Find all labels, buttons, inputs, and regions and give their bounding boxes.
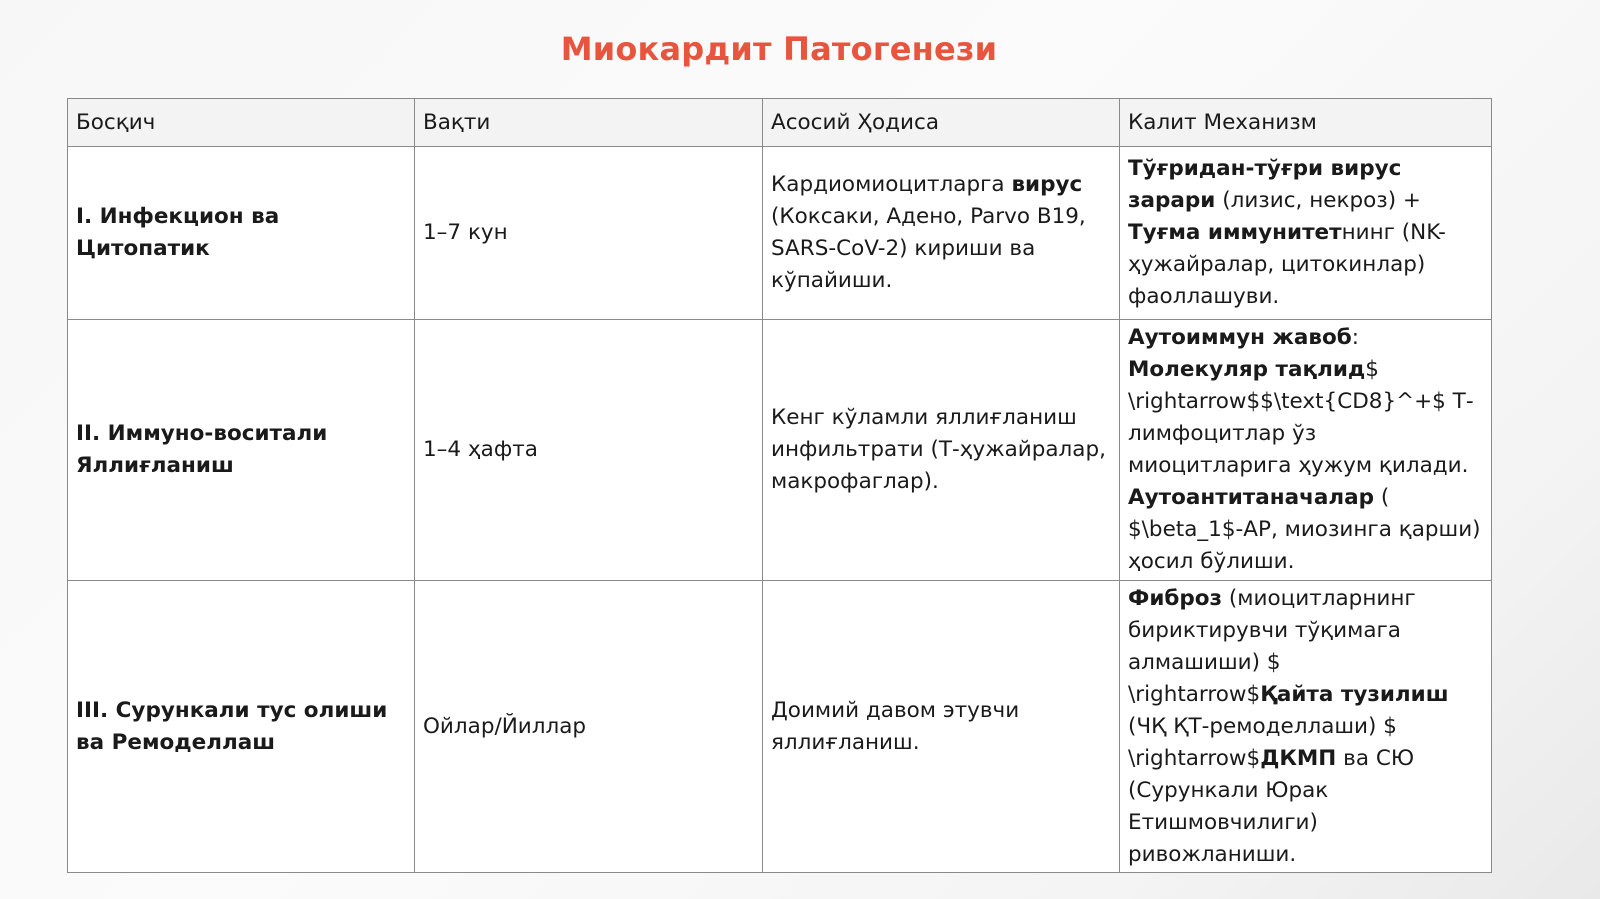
mechanism-cell	[1120, 320, 1492, 581]
bold-text-run: Қайта тузилиш	[1260, 681, 1449, 707]
table-header-row	[68, 99, 1492, 147]
table-row	[68, 581, 1492, 873]
time-cell: 1–7 кун	[415, 147, 763, 320]
header-stage: Босқич	[68, 99, 415, 147]
time-cell: 1–4 ҳафта	[415, 320, 763, 581]
event-cell	[763, 581, 1120, 873]
text-run: (лизис, некроз) +	[1215, 188, 1421, 213]
text-run: $ \rightarrow$$\text{CD8}^+$ Т-лимфоцитлар ўз миоцитларига ҳужум қилади.	[1128, 357, 1474, 478]
text-run: (ЧҚ ҚТ-ремоделлаши) $ \rightarrow$	[1128, 713, 1397, 771]
table-row	[68, 320, 1492, 581]
bold-text-run: Аутоантитаначалар	[1128, 485, 1375, 510]
stage-cell: III. Сурункали тус олиши ва Ремоделлаш	[68, 581, 415, 873]
table-row	[68, 147, 1492, 320]
text-run: нинг (NK-ҳужайралар, цитокинлар) фаоллашуви.	[1128, 220, 1446, 309]
mechanism-cell	[1120, 147, 1492, 320]
time-cell: Ойлар/Йиллар	[415, 581, 763, 873]
text-run: (миоцитларнинг бириктирувчи тўқимага алмашиши) $ \rightarrow$	[1128, 585, 1416, 707]
bold-text-run: Тўғридан-тўғри вирус зарари	[1128, 156, 1402, 213]
mechanism-cell	[1120, 581, 1492, 873]
header-time: Вақти	[415, 99, 763, 147]
bold-text-run: ДКМП	[1260, 745, 1337, 771]
text-run: ( $\beta_1$-АР, миозинга қарши) ҳосил бўлиши.	[1128, 485, 1481, 574]
text-run: :	[1351, 325, 1359, 350]
header-mechanism: Калит Механизм	[1120, 99, 1492, 147]
stage-cell: I. Инфекцион ва Цитопатик	[68, 147, 415, 320]
pathogenesis-table	[67, 98, 1492, 873]
text-run: ва СЮ (Сурункали Юрак Етишмовчилиги) ривожланиши.	[1128, 745, 1415, 867]
bold-text-run: Молекуляр тақлид	[1128, 357, 1366, 382]
text-run: Доимий давом этувчи яллиғланиш.	[771, 697, 1020, 755]
event-cell	[763, 320, 1120, 581]
event-cell	[763, 147, 1120, 320]
bold-text-run: вирус	[1011, 172, 1083, 197]
header-event: Асосий Ҳодиса	[763, 99, 1120, 147]
bold-text-run: Фиброз	[1128, 585, 1223, 611]
text-run: Кардиомиоцитларга	[771, 172, 1012, 197]
bold-text-run: Аутоиммун жавоб	[1128, 325, 1352, 350]
text-run: Кенг кўламли яллиғланиш инфильтрати (Т-ҳужайралар, макрофаглар).	[771, 405, 1106, 494]
bold-text-run: Туғма иммунитет	[1128, 220, 1342, 245]
text-run: (Коксаки, Адено, Parvo B19, SARS-CoV-2) кириши ва кўпайиши.	[771, 204, 1086, 293]
stage-cell: II. Иммуно-воситали Яллиғланиш	[68, 320, 415, 581]
page-title: Миокардит Патогенези	[560, 30, 998, 68]
